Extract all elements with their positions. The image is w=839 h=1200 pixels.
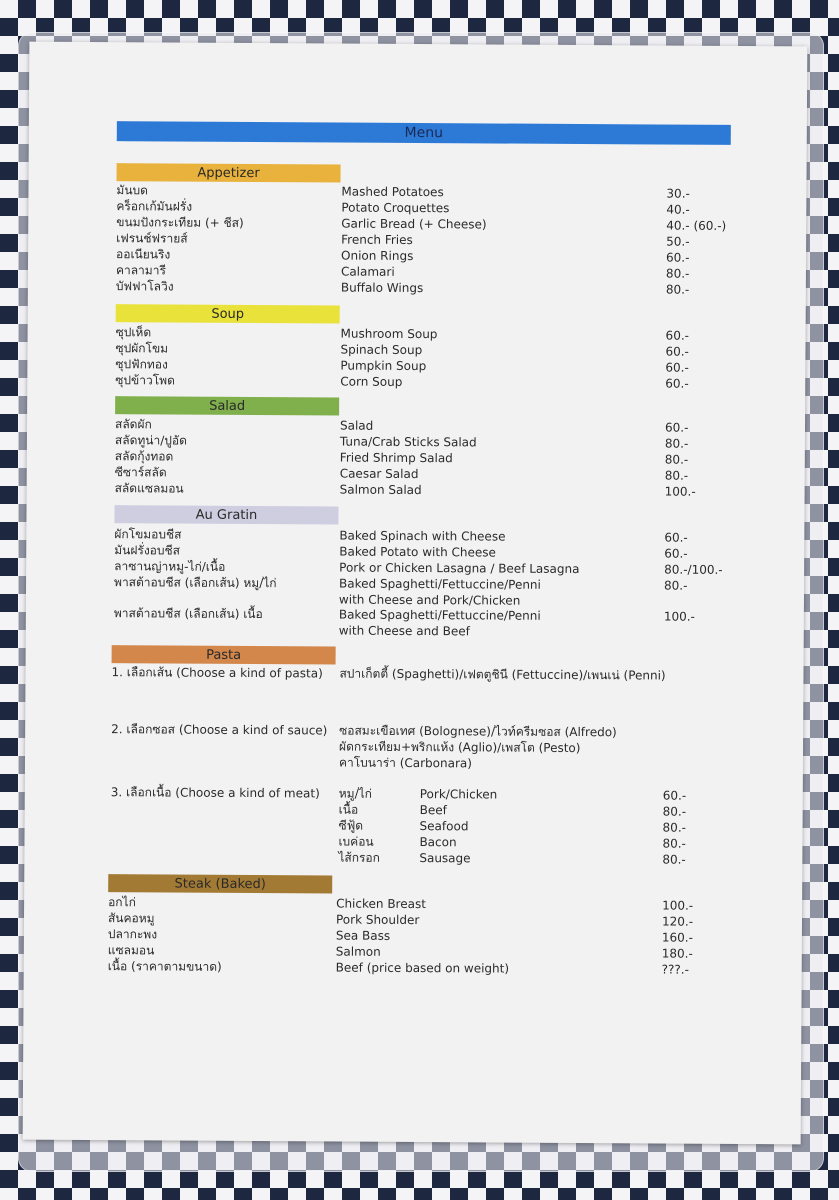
item-price: 80.-: [662, 836, 686, 851]
item-english: Garlic Bread (+ Cheese): [341, 216, 487, 232]
item-thai: ลาซานญ่าหมู-ไก่/เนื้อ: [114, 559, 226, 574]
item-price: 60.-: [664, 546, 688, 561]
section-header-soup: [116, 304, 340, 323]
item-thai: เบค่อน: [338, 834, 374, 849]
item-english: Baked Spaghetti/Fettuccine/Penni: [338, 607, 541, 623]
item-thai: อกไก่: [108, 895, 136, 910]
item-thai: มันฝรั่งอบชีส: [114, 543, 181, 558]
item-thai: เนื้อ (ราคาตามขนาด): [107, 959, 222, 974]
item-price: 80.-: [664, 452, 689, 467]
item-english: Mushroom Soup: [340, 326, 438, 342]
item-thai: ซุปข้าวโพด: [115, 373, 175, 388]
menu-title: Menu: [117, 121, 731, 145]
step-options: คาโบนาร่า (Carbonara): [338, 755, 473, 771]
item-price: 80.-: [664, 436, 689, 451]
item-english-line2: with Cheese and Beef: [338, 623, 470, 639]
item-english: Mashed Potatoes: [341, 184, 444, 200]
item-thai: แซลมอน: [107, 943, 155, 958]
item-thai: สันคอหมู: [107, 911, 155, 926]
item-english: Potato Croquettes: [341, 200, 450, 216]
item-thai: ซุปฟักทอง: [115, 357, 168, 372]
item-price: 120.-: [661, 914, 694, 929]
item-price: 60.-: [665, 360, 689, 375]
step-label: 2. เลือกซอส (Choose a kind of sauce): [111, 722, 328, 738]
item-english: Buffalo Wings: [340, 280, 424, 296]
item-price: 80.-: [665, 266, 690, 281]
item-price: 80.-: [662, 820, 687, 835]
item-english: Onion Rings: [341, 248, 414, 263]
section-header-steak: [108, 874, 332, 893]
item-price: 60.-: [666, 250, 690, 265]
item-thai: เฟรนช์ฟรายส์: [116, 231, 188, 246]
item-price: 40.-: [666, 202, 690, 217]
item-english: Seafood: [419, 819, 469, 834]
item-thai: ไส้กรอก: [338, 850, 380, 865]
section-header-au-gratin: [114, 505, 338, 524]
item-english: Pork Shoulder: [335, 912, 420, 928]
item-thai: ผักโขมอบชีส: [114, 527, 182, 542]
item-thai: หมู/ไก่: [338, 786, 372, 801]
item-thai: ปลากะพง: [107, 927, 158, 942]
item-price: 100.-: [664, 484, 696, 499]
item-thai: ซีฟู้ด: [338, 818, 364, 833]
item-price: 60.-: [664, 530, 688, 545]
item-thai: สลัดทูน่า/ปูอัด: [114, 433, 187, 448]
step-options: สปาเก็ตตี้ (Spaghetti)/เฟตตูชินี (Fettuccine)/เพนเน่ (Penni): [339, 666, 666, 683]
item-price: 100.-: [663, 609, 695, 624]
item-english: Pork or Chicken Lasagna / Beef Lasagna: [339, 560, 580, 577]
section-header-pasta: [112, 645, 336, 664]
item-english: Pork/Chicken: [419, 787, 498, 802]
item-english: Bacon: [419, 835, 457, 850]
item-thai: บัฟฟาโลวิง: [115, 279, 174, 294]
item-thai: ขนมปังกระเทียม (+ ชีส): [116, 215, 244, 230]
item-english: Sea Bass: [335, 928, 391, 943]
section-title: Appetizer: [197, 165, 260, 181]
step-options: ผัดกระเทียม+พริกแห้ง (Aglio)/เพสโต (Pesto): [339, 739, 581, 756]
item-price: 80.-: [662, 852, 686, 867]
item-english: Corn Soup: [340, 374, 403, 389]
item-english: French Fries: [341, 232, 413, 247]
item-thai: ซุปเห็ด: [115, 325, 152, 340]
item-thai: สลัดผัก: [114, 417, 152, 432]
section-header-appetizer: [117, 163, 341, 182]
item-english: Pumpkin Soup: [340, 358, 427, 374]
step-options: ซอสมะเขือเทศ (Bolognese)/ไวท์ครีมซอส (Alfredo): [339, 723, 617, 740]
menu-sheet: [23, 42, 808, 1145]
item-thai: คร็อกเก้มันฝรั่ง: [116, 199, 193, 214]
item-english: Caesar Salad: [339, 466, 419, 482]
item-english: Salmon Salad: [339, 482, 422, 498]
item-thai: ซุปผักโขม: [115, 341, 169, 356]
item-price: 40.- (60.-): [666, 218, 727, 233]
item-english: Baked Spinach with Cheese: [339, 528, 506, 544]
item-english: Fried Shrimp Salad: [339, 450, 453, 466]
item-thai: ซีซาร์สลัด: [114, 465, 167, 480]
item-price: 60.-: [662, 788, 687, 803]
item-english: Baked Spaghetti/Fettuccine/Penni: [339, 576, 541, 592]
step-label: 3. เลือกเนื้อ (Choose a kind of meat): [110, 785, 320, 801]
item-price: 80.-: [664, 468, 689, 483]
item-thai: สลัดกุ้งทอด: [114, 449, 174, 464]
item-price: 60.-: [664, 420, 689, 435]
item-english: Spinach Soup: [340, 342, 423, 358]
item-price: 80.-: [664, 578, 688, 593]
section-header-salad: [115, 396, 339, 415]
item-price: 60.-: [665, 344, 689, 359]
item-english: Chicken Breast: [336, 896, 426, 912]
item-price: 50.-: [666, 234, 690, 249]
item-english: Baked Potato with Cheese: [339, 544, 496, 560]
item-english: Sausage: [419, 851, 471, 866]
item-english: Beef: [419, 803, 447, 818]
item-price: 30.-: [666, 186, 690, 201]
item-price: ???.-: [661, 962, 690, 977]
item-thai: คาลามารี: [115, 263, 166, 278]
item-english: Salad: [339, 418, 374, 433]
item-price: 60.-: [665, 328, 690, 343]
item-price: 100.-: [662, 898, 694, 913]
item-thai: ออเนียนริง: [116, 247, 171, 262]
item-price: 160.-: [661, 930, 694, 945]
item-english: Calamari: [340, 264, 395, 279]
item-thai: สลัดแซลมอน: [114, 481, 184, 496]
item-price: 60.-: [665, 376, 689, 391]
section-title: Pasta: [206, 647, 242, 663]
item-english-line2: with Cheese and Pork/Chicken: [338, 592, 521, 608]
item-price: 80.-: [665, 282, 690, 297]
step-label: 1. เลือกเส้น (Choose a kind of pasta): [111, 665, 323, 681]
item-price: 180.-: [661, 946, 693, 961]
item-price: 80.-: [662, 804, 687, 819]
section-title: Steak (Baked): [174, 876, 266, 892]
item-english: Beef (price based on weight): [335, 960, 510, 976]
item-english: Salmon: [335, 944, 381, 959]
section-title: Au Gratin: [195, 507, 258, 523]
item-thai: พาสต้าอบชีส (เลือกเส้น) หมู/ไก่: [114, 575, 277, 591]
section-title: Salad: [209, 398, 246, 414]
item-thai: มันบด: [116, 183, 149, 198]
item-price: 80.-/100.-: [664, 562, 723, 577]
item-thai: เนื้อ: [338, 802, 359, 817]
item-english: Tuna/Crab Sticks Salad: [339, 434, 477, 450]
item-thai: พาสต้าอบชีส (เลือกเส้น) เนื้อ: [113, 606, 263, 622]
section-title: Soup: [211, 306, 245, 322]
